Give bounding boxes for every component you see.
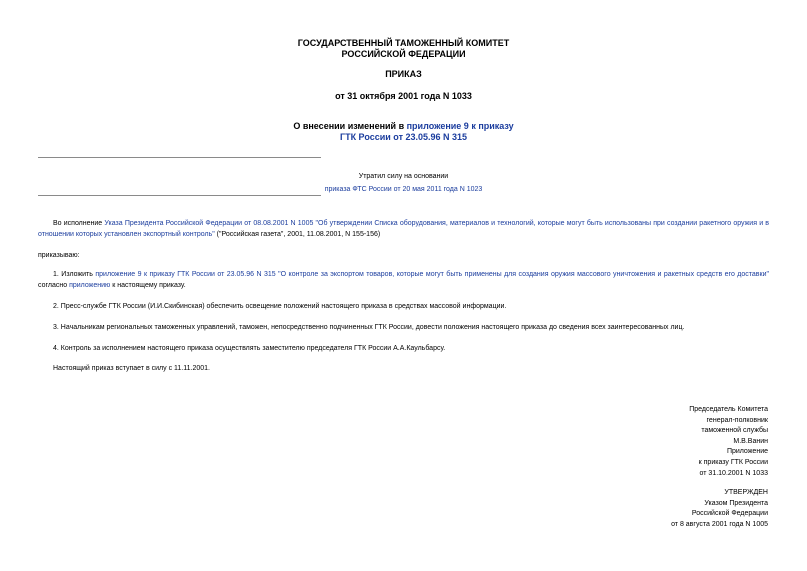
item1-mid: согласно <box>38 282 70 289</box>
item-1 <box>38 269 769 291</box>
appendix-label: Приложение <box>726 448 768 456</box>
item-2: 2. Пресс-службе ГТК России (И.И.Скибинская) обеспечить освещение положений настоящего приказа в средствах массовой информации. <box>53 303 507 310</box>
item1-prefix: 1. Изложить <box>53 271 96 278</box>
intro-prefix: Во исполнение <box>53 220 105 227</box>
org-name-line2: РОССИЙСКОЙ ФЕДЕРАЦИИ <box>341 49 466 59</box>
subject-prefix: О внесении изменений в <box>293 121 407 131</box>
item1-appendix-link[interactable]: приложение 9 к приказу ГТК России от 23.05.96 N 315 "О контроле за экспортом товаров, которые могут быть применены для создания оружия массового уничтожения и ракетных средств его доставки" <box>95 271 769 278</box>
item-3: 3. Начальникам региональных таможенных управлений, таможен, непосредственно подчиненных ГТК России, довести положения настоящего приказа до сведения всех заинтересованных лиц. <box>53 324 685 331</box>
item-4: 4. Контроль за исполнением настоящего приказа осуществлять заместителю председателя ГТК России А.А.Каульбарсу. <box>53 345 446 352</box>
approved-by: Указом Президента <box>704 499 768 507</box>
signer-service: таможенной службы <box>701 427 768 435</box>
item1-attachment-link[interactable]: приложению <box>69 282 111 289</box>
doc-type: ПРИКАЗ <box>385 69 422 79</box>
divider-top <box>38 157 321 158</box>
intro-decree-link[interactable]: Указа Президента Российской Федерации от 08.08.2001 N 1005 "Об утверждении Списка оборудования, материалов и технологий, которые могут быть использованы при создании ракетного оружия и в отношении которых установлен экспортный контроль" <box>38 220 770 238</box>
signer-position: Председатель Комитета <box>689 406 768 413</box>
order-word: приказываю: <box>38 252 80 259</box>
approved-label: УТВЕРЖДЕН <box>724 489 768 497</box>
appendix-order: к приказу ГТК России <box>698 458 768 466</box>
intro-suffix: ("Российская газета", 2001, 11.08.2001, N 155-156) <box>214 231 381 238</box>
item1-suffix: к настоящему приказу. <box>110 282 186 289</box>
org-name-line1: ГОСУДАРСТВЕННЫЙ ТАМОЖЕННЫЙ КОМИТЕТ <box>297 38 510 48</box>
approved-federation: Российской Федерации <box>691 510 768 518</box>
subject-link-appendix[interactable]: приложение 9 к приказу <box>406 121 514 131</box>
intro-paragraph <box>38 218 769 240</box>
signer-name: М.В.Ванин <box>733 437 768 445</box>
approved-date: от 8 августа 2001 года N 1005 <box>671 520 768 528</box>
doc-subject <box>0 121 807 143</box>
document-header <box>0 38 807 60</box>
subject-link-order[interactable]: ГТК России от 23.05.96 N 315 <box>339 132 468 142</box>
effective-date: Настоящий приказ вступает в силу с 11.11.2001. <box>53 365 210 372</box>
doc-date-number: от 31 октября 2001 года N 1033 <box>335 91 472 101</box>
signature-block <box>560 405 768 531</box>
appendix-date: от 31.10.2001 N 1033 <box>699 469 768 477</box>
status-note <box>300 172 507 194</box>
divider-bottom <box>38 195 321 196</box>
status-note-text: Утратил силу на основании <box>358 173 449 180</box>
status-note-link[interactable]: приказа ФТС России от 20 мая 2011 года N 1023 <box>324 186 483 193</box>
signer-rank: генерал-полковник <box>706 416 768 424</box>
spacer <box>560 479 768 488</box>
